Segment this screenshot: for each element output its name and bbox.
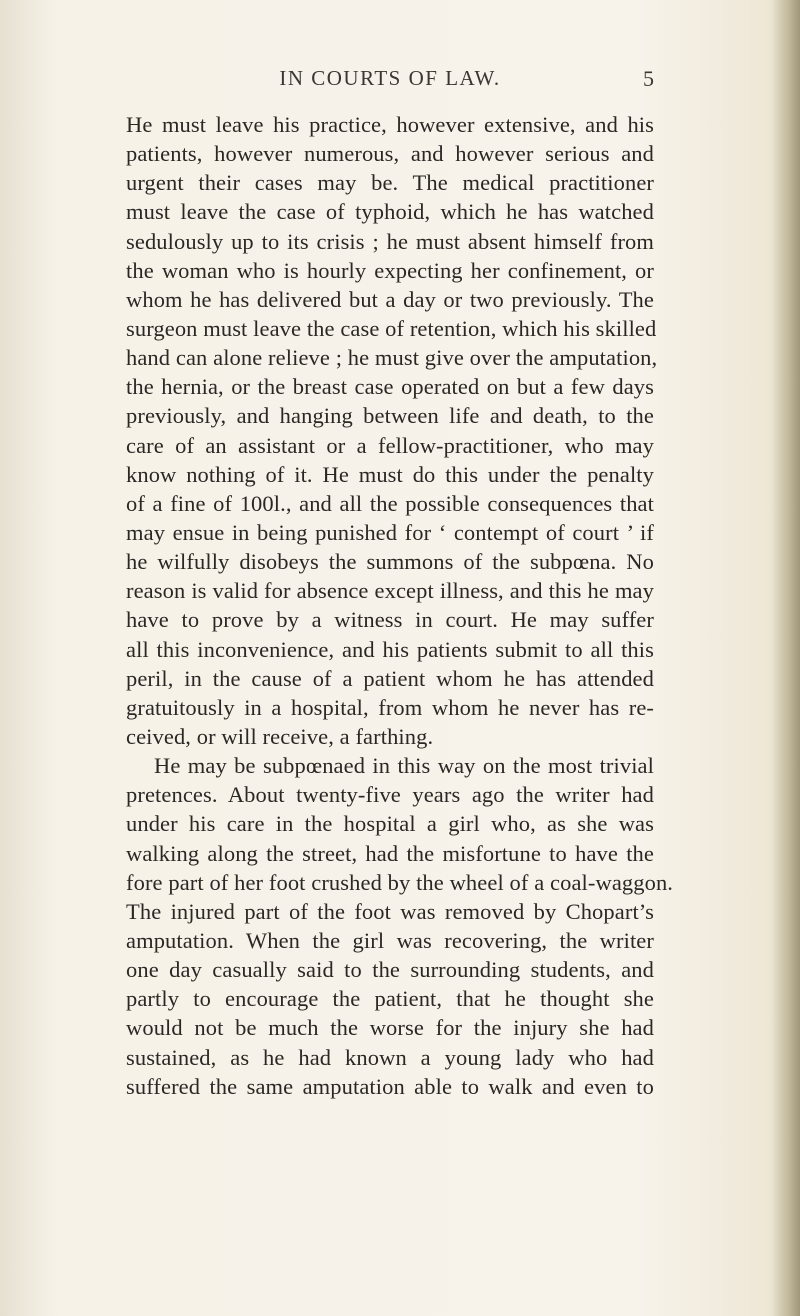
text-line: whom he has delivered but a day or two previously. The [126,286,654,312]
text-line: walking along the street, had the misfortune to have the [126,840,654,866]
text-line: amputation. When the girl was recovering, the writer [126,927,654,953]
text-line: know nothing of it. He must do this under the penalty [126,461,654,487]
page-header [126,66,654,96]
page-number: 5 [643,66,654,91]
text-line: must leave the case of typhoid, which he has watched [126,199,654,225]
text-line: sustained, as he had known a young lady who had [126,1044,654,1070]
text-line: hand can alone relieve ; he must give over the amputation, [126,345,658,371]
body-text [126,110,674,1101]
text-line: may ensue in being punished for ‘ contempt of court ’ if [126,519,654,545]
text-line: surgeon must leave the case of retention, which his skilled [126,315,657,341]
text-line: all this inconvenience, and his patients submit to all this [126,636,654,662]
text-line: he wilfully disobeys the summons of the subpœna. No [126,549,654,575]
text-line: partly to encourage the patient, that he thought she [126,986,654,1012]
text-line: gratuitously in a hospital, from whom he never has re- [126,694,654,720]
text-line: He must leave his practice, however extensive, and his [126,112,654,137]
page-edge [772,0,800,1316]
paragraph-end-line: ceived, or will receive, a farthing. [126,723,434,749]
text-line: The injured part of the foot was removed by Chopart’s [126,898,654,924]
text-line: previously, and hanging between life and death, to the [126,403,654,429]
text-line: patients, however numerous, and however serious and [126,141,654,167]
text-line: fore part of her foot crushed by the wheel of a coal-waggon. [126,869,674,895]
text-line: of a fine of 100l., and all the possible consequences that [126,490,654,516]
text-line: would not be much the worse for the injury she had [126,1015,654,1041]
paragraph-start-line: He may be subpœnaed in this way on the most trivial [154,753,654,779]
text-line: one day casually said to the surrounding students, and [126,957,654,983]
text-line: peril, in the cause of a patient whom he has attended [126,665,654,691]
text-line: reason is valid for absence except illness, and this he may [126,578,654,604]
text-line: under his care in the hospital a girl who, as she was [126,811,654,837]
text-line: care of an assistant or a fellow-practitioner, who may [126,432,654,458]
text-line: the woman who is hourly expecting her confinement, or [126,257,654,283]
running-title: IN COURTS OF LAW. [279,66,501,90]
gutter-shadow [0,0,60,1316]
text-line: suffered the same amputation able to walk and even to [126,1073,654,1099]
text-line: pretences. About twenty-five years ago the writer had [126,782,654,808]
text-line: the hernia, or the breast case operated on but a few days [126,374,654,400]
text-line: sedulously up to its crisis ; he must absent himself from [126,228,654,254]
text-line: have to prove by a witness in court. He may suffer [126,607,654,633]
text-line: urgent their cases may be. The medical practitioner [126,170,654,196]
